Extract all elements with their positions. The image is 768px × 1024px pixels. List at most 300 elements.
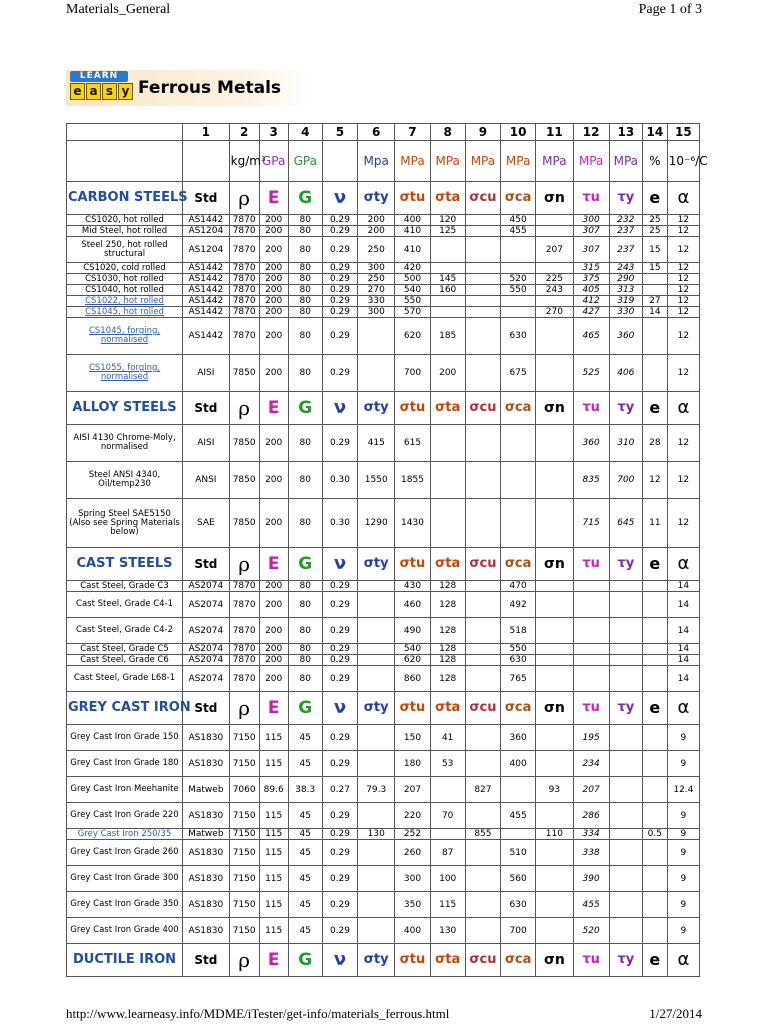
material-value: [501, 829, 536, 840]
material-value: 300: [573, 215, 609, 226]
material-value: [430, 425, 465, 462]
material-value: 115: [430, 892, 465, 918]
property-symbol: ν: [322, 944, 357, 977]
material-value: [358, 803, 395, 829]
material-value: [609, 840, 642, 866]
material-value: 145: [430, 274, 465, 285]
material-value: 115: [259, 840, 288, 866]
property-symbol: σta: [430, 182, 465, 215]
material-value: [536, 840, 573, 866]
material-value: 128: [430, 644, 465, 655]
material-name: Grey Cast Iron Grade 260: [67, 840, 183, 866]
material-value: [465, 274, 500, 285]
material-value: [536, 263, 573, 274]
material-value: 0.29: [322, 237, 357, 263]
material-value: [536, 666, 573, 692]
material-value: 630: [501, 655, 536, 666]
material-value: [430, 237, 465, 263]
section-header-row: [67, 548, 700, 581]
material-value: 330: [609, 307, 642, 318]
material-value: [642, 777, 667, 803]
material-value: [536, 318, 573, 355]
material-value: 0.27: [322, 777, 357, 803]
property-symbol: E: [259, 392, 288, 425]
material-value: 540: [395, 285, 430, 296]
material-value: 9: [667, 892, 699, 918]
material-value: 80: [288, 296, 322, 307]
property-symbol: σty: [358, 692, 395, 725]
material-value: 80: [288, 263, 322, 274]
material-value: 560: [501, 866, 536, 892]
material-value: [609, 581, 642, 592]
material-value: 0.29: [322, 296, 357, 307]
learneasy-logo: [68, 71, 132, 103]
material-value: [501, 462, 536, 499]
material-row: [67, 499, 700, 548]
material-value: [501, 296, 536, 307]
column-unit: Mpa: [358, 141, 395, 182]
material-row: [67, 644, 700, 655]
material-value: 200: [259, 296, 288, 307]
column-number: 6: [358, 124, 395, 141]
material-value: SAE: [183, 499, 230, 548]
material-row: [67, 666, 700, 692]
section-title: DUCTILE IRON: [67, 944, 183, 977]
material-value: 12.4: [667, 777, 699, 803]
material-value: 1430: [395, 499, 430, 548]
column-unit: MPa: [609, 141, 642, 182]
material-value: [465, 263, 500, 274]
material-name: Spring Steel SAE5150 (Also see Spring Materials below): [67, 499, 183, 548]
material-value: 130: [358, 829, 395, 840]
material-value: [642, 918, 667, 944]
material-value: 465: [573, 318, 609, 355]
material-value: 200: [259, 226, 288, 237]
material-value: 0.29: [322, 666, 357, 692]
property-symbol: σca: [501, 182, 536, 215]
material-value: 89.6: [259, 777, 288, 803]
property-symbol: ν: [322, 182, 357, 215]
property-symbol: σn: [536, 548, 573, 581]
material-value: 150: [395, 725, 430, 751]
property-symbol: E: [259, 548, 288, 581]
material-value: AS1830: [183, 892, 230, 918]
material-value: 14: [667, 655, 699, 666]
material-value: [573, 644, 609, 655]
material-value: 700: [501, 918, 536, 944]
material-value: 80: [288, 462, 322, 499]
property-symbol: σtu: [395, 182, 430, 215]
material-value: 220: [395, 803, 430, 829]
material-value: [609, 655, 642, 666]
material-value: 12: [667, 425, 699, 462]
property-symbol: σca: [501, 392, 536, 425]
material-value: [465, 866, 500, 892]
material-value: [465, 296, 500, 307]
material-value: AS1204: [183, 226, 230, 237]
material-value: [642, 274, 667, 285]
material-value: 410: [395, 237, 430, 263]
material-value: 9: [667, 918, 699, 944]
material-value: 0.29: [322, 866, 357, 892]
material-name: CS1020, cold rolled: [67, 263, 183, 274]
material-value: 620: [395, 655, 430, 666]
material-value: 765: [501, 666, 536, 692]
material-value: 79.3: [358, 777, 395, 803]
material-value: 0.29: [322, 644, 357, 655]
material-value: [501, 499, 536, 548]
material-value: 200: [259, 581, 288, 592]
material-value: [430, 829, 465, 840]
material-value: 70: [430, 803, 465, 829]
material-value: 338: [573, 840, 609, 866]
material-value: [642, 618, 667, 644]
page-date: 1/27/2014: [649, 1006, 702, 1021]
material-value: 645: [609, 499, 642, 548]
material-value: 12: [667, 226, 699, 237]
material-value: [430, 296, 465, 307]
column-number-row: [67, 124, 700, 141]
material-value: 25: [642, 215, 667, 226]
material-value: 53: [430, 751, 465, 777]
material-value: [430, 307, 465, 318]
material-value: 12: [667, 462, 699, 499]
corner-cell: [67, 124, 183, 141]
material-value: 12: [667, 296, 699, 307]
property-symbol: α: [667, 548, 699, 581]
column-unit-row: [67, 141, 700, 182]
section-title: CAST STEELS: [67, 548, 183, 581]
material-value: 7870: [229, 226, 259, 237]
material-value: [430, 462, 465, 499]
material-value: 80: [288, 666, 322, 692]
property-symbol: ρ: [229, 548, 259, 581]
material-value: 260: [395, 840, 430, 866]
logo-easy-letters: [70, 83, 133, 100]
material-row: [67, 655, 700, 666]
material-value: 12: [667, 499, 699, 548]
material-name: CS1020, hot rolled: [67, 215, 183, 226]
material-value: 860: [395, 666, 430, 692]
material-value: 25: [642, 226, 667, 237]
property-symbol: σcu: [465, 944, 500, 977]
column-unit: MPa: [395, 141, 430, 182]
material-value: 350: [395, 892, 430, 918]
material-value: [573, 666, 609, 692]
material-value: 27: [642, 296, 667, 307]
material-value: 9: [667, 829, 699, 840]
material-value: [465, 425, 500, 462]
material-value: 0.29: [322, 274, 357, 285]
material-value: 45: [288, 918, 322, 944]
property-symbol: ρ: [229, 182, 259, 215]
material-value: 400: [395, 215, 430, 226]
material-value: [536, 581, 573, 592]
material-value: 200: [259, 318, 288, 355]
material-value: 455: [501, 226, 536, 237]
material-value: 9: [667, 725, 699, 751]
material-value: [465, 462, 500, 499]
property-symbol: σn: [536, 182, 573, 215]
material-value: 12: [667, 355, 699, 392]
material-value: [609, 725, 642, 751]
material-name: AISI 4130 Chrome-Moly, normalised: [67, 425, 183, 462]
property-symbol: σca: [501, 692, 536, 725]
material-value: 80: [288, 618, 322, 644]
property-symbol: α: [667, 182, 699, 215]
material-value: [536, 618, 573, 644]
material-name: Grey Cast Iron 250/35: [67, 829, 183, 840]
property-symbol: e: [642, 392, 667, 425]
material-value: [573, 592, 609, 618]
material-value: 7870: [229, 581, 259, 592]
property-symbol: E: [259, 944, 288, 977]
material-value: 38.3: [288, 777, 322, 803]
material-value: 45: [288, 803, 322, 829]
material-value: 237: [609, 226, 642, 237]
material-value: [573, 618, 609, 644]
property-symbol: τu: [573, 692, 609, 725]
material-value: 11: [642, 499, 667, 548]
property-symbol: Std: [183, 182, 230, 215]
material-value: 7150: [229, 840, 259, 866]
column-number: 11: [536, 124, 573, 141]
material-value: 492: [501, 592, 536, 618]
material-value: 41: [430, 725, 465, 751]
material-value: 427: [573, 307, 609, 318]
material-name[interactable]: CS1055, forging, normalised: [67, 355, 183, 392]
material-value: [536, 215, 573, 226]
property-symbol: σty: [358, 944, 395, 977]
material-value: [642, 892, 667, 918]
material-value: 412: [573, 296, 609, 307]
material-value: 237: [609, 237, 642, 263]
material-value: 270: [536, 307, 573, 318]
material-value: [358, 892, 395, 918]
material-value: AS1830: [183, 751, 230, 777]
column-number: 15: [667, 124, 699, 141]
material-value: 200: [430, 355, 465, 392]
material-name: Mid Steel, hot rolled: [67, 226, 183, 237]
property-symbol: σca: [501, 548, 536, 581]
material-value: 550: [501, 285, 536, 296]
material-row: [67, 307, 700, 318]
material-value: [609, 751, 642, 777]
material-value: 200: [358, 226, 395, 237]
material-name: Grey Cast Iron Grade 180: [67, 751, 183, 777]
material-value: [358, 866, 395, 892]
material-name: Grey Cast Iron Grade 220: [67, 803, 183, 829]
material-name: Grey Cast Iron Grade 400: [67, 918, 183, 944]
material-value: 200: [259, 592, 288, 618]
material-value: 615: [395, 425, 430, 462]
property-symbol: e: [642, 182, 667, 215]
material-name: Cast Steel, Grade C4-2: [67, 618, 183, 644]
property-symbol: σcu: [465, 548, 500, 581]
material-value: 45: [288, 892, 322, 918]
material-value: 7850: [229, 425, 259, 462]
material-value: 115: [259, 866, 288, 892]
material-value: [642, 803, 667, 829]
column-number: 10: [501, 124, 536, 141]
material-value: [536, 803, 573, 829]
material-value: AS2074: [183, 644, 230, 655]
section-header-row: [67, 392, 700, 425]
material-value: 200: [259, 618, 288, 644]
material-value: 550: [501, 644, 536, 655]
logo-learn-text: LEARN: [70, 71, 128, 82]
material-value: 12: [667, 215, 699, 226]
material-value: 0.29: [322, 725, 357, 751]
material-value: 80: [288, 274, 322, 285]
material-value: AS1442: [183, 307, 230, 318]
material-value: 0.29: [322, 751, 357, 777]
material-value: 410: [395, 226, 430, 237]
material-value: 115: [259, 725, 288, 751]
column-unit: GPa: [288, 141, 322, 182]
material-value: 243: [536, 285, 573, 296]
property-symbol: τu: [573, 944, 609, 977]
material-value: 300: [358, 263, 395, 274]
property-symbol: Std: [183, 944, 230, 977]
material-value: 360: [501, 725, 536, 751]
page-header-title: Materials_General: [66, 2, 171, 17]
material-value: [609, 777, 642, 803]
material-name: Cast Steel, Grade L68-1: [67, 666, 183, 692]
material-value: 550: [395, 296, 430, 307]
material-name[interactable]: CS1045, hot rolled: [67, 307, 183, 318]
material-value: 232: [609, 215, 642, 226]
material-name: Steel 250, hot rolled structural: [67, 237, 183, 263]
material-row: [67, 618, 700, 644]
property-symbol: ρ: [229, 392, 259, 425]
material-value: [430, 777, 465, 803]
material-name: Grey Cast Iron Meehanite: [67, 777, 183, 803]
material-value: 14: [667, 592, 699, 618]
material-value: 319: [609, 296, 642, 307]
material-value: Matweb: [183, 777, 230, 803]
material-value: 7150: [229, 866, 259, 892]
column-number: 13: [609, 124, 642, 141]
property-symbol: σcu: [465, 692, 500, 725]
property-symbol: e: [642, 692, 667, 725]
material-value: 14: [667, 618, 699, 644]
material-row: [67, 285, 700, 296]
property-symbol: σn: [536, 944, 573, 977]
material-value: 7150: [229, 829, 259, 840]
material-value: 14: [667, 581, 699, 592]
material-value: 80: [288, 581, 322, 592]
material-value: 310: [609, 425, 642, 462]
material-value: [642, 840, 667, 866]
material-value: AS2074: [183, 581, 230, 592]
material-value: 0.30: [322, 462, 357, 499]
material-value: 415: [358, 425, 395, 462]
material-value: AISI: [183, 425, 230, 462]
material-value: 835: [573, 462, 609, 499]
material-value: 200: [259, 355, 288, 392]
material-value: AS1830: [183, 840, 230, 866]
material-value: 0.29: [322, 355, 357, 392]
material-name: Grey Cast Iron Grade 150: [67, 725, 183, 751]
material-value: 0.29: [322, 263, 357, 274]
material-value: 0.29: [322, 829, 357, 840]
material-value: 115: [259, 892, 288, 918]
material-value: 128: [430, 655, 465, 666]
property-symbol: Std: [183, 692, 230, 725]
material-value: 15: [642, 263, 667, 274]
material-row: [67, 263, 700, 274]
material-value: AS2074: [183, 666, 230, 692]
material-name[interactable]: CS1022, hot rolled: [67, 296, 183, 307]
material-value: 80: [288, 237, 322, 263]
material-value: ANSI: [183, 462, 230, 499]
material-value: 128: [430, 581, 465, 592]
material-value: 7870: [229, 644, 259, 655]
material-value: 315: [573, 263, 609, 274]
material-value: [573, 581, 609, 592]
property-symbol: τy: [609, 392, 642, 425]
property-symbol: ν: [322, 392, 357, 425]
material-row: [67, 462, 700, 499]
material-value: 460: [395, 592, 430, 618]
material-value: AS1830: [183, 803, 230, 829]
material-value: 80: [288, 226, 322, 237]
material-value: 1855: [395, 462, 430, 499]
material-value: 1290: [358, 499, 395, 548]
material-value: [642, 866, 667, 892]
material-row: [67, 866, 700, 892]
material-value: [358, 581, 395, 592]
property-symbol: ρ: [229, 692, 259, 725]
material-value: 9: [667, 840, 699, 866]
property-symbol: σtu: [395, 944, 430, 977]
material-value: 570: [395, 307, 430, 318]
material-value: AS2074: [183, 655, 230, 666]
material-value: 200: [259, 666, 288, 692]
column-unit: %: [642, 141, 667, 182]
material-value: 675: [501, 355, 536, 392]
material-value: 330: [358, 296, 395, 307]
material-value: 0.29: [322, 318, 357, 355]
material-value: 14: [667, 666, 699, 692]
material-value: [642, 644, 667, 655]
material-value: 300: [358, 307, 395, 318]
material-value: 250: [358, 237, 395, 263]
material-value: [465, 237, 500, 263]
material-row: [67, 777, 700, 803]
material-value: [642, 751, 667, 777]
material-value: [465, 803, 500, 829]
material-value: 115: [259, 751, 288, 777]
material-value: AS1442: [183, 285, 230, 296]
material-value: 455: [573, 892, 609, 918]
property-symbol: σty: [358, 392, 395, 425]
material-value: 15: [642, 237, 667, 263]
material-value: 200: [259, 655, 288, 666]
material-row: [67, 892, 700, 918]
page-url: http://www.learneasy.info/MDME/iTester/get-info/materials_ferrous.html: [66, 1006, 450, 1021]
material-value: [501, 237, 536, 263]
material-value: AS1442: [183, 274, 230, 285]
material-value: [465, 918, 500, 944]
material-value: 620: [395, 318, 430, 355]
material-value: [358, 618, 395, 644]
material-name[interactable]: CS1045, forging, normalised: [67, 318, 183, 355]
material-value: 307: [573, 226, 609, 237]
property-symbol: α: [667, 692, 699, 725]
material-value: 200: [259, 263, 288, 274]
